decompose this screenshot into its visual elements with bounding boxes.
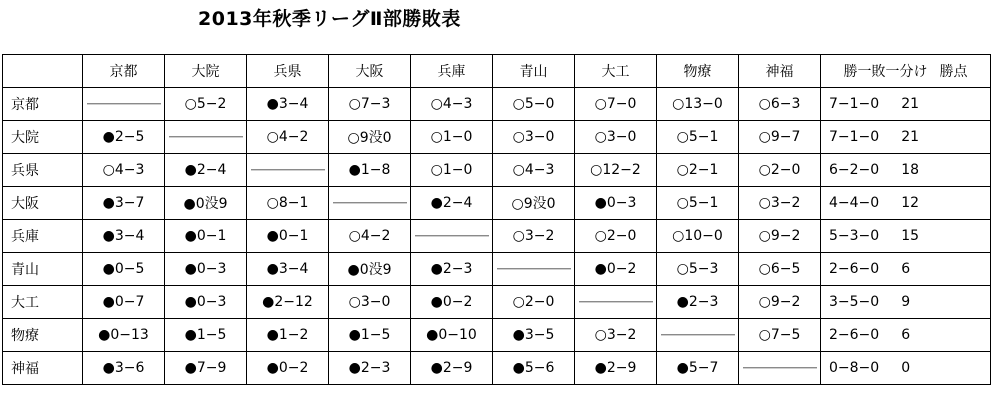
result-cell: ○6−5 xyxy=(739,253,821,286)
result-cell: ●3−4 xyxy=(83,220,165,253)
record-value: 0−8−0 xyxy=(829,360,880,376)
result-cell: ○3−2 xyxy=(739,187,821,220)
result-cell: ○9−2 xyxy=(739,220,821,253)
result-cell: ○13−0 xyxy=(657,88,739,121)
divider-line xyxy=(497,268,571,270)
result-cell: ●0−7 xyxy=(83,286,165,319)
record-value: 2−6−0 xyxy=(829,327,880,343)
points-value: 9 xyxy=(901,294,911,310)
record-value: 4−4−0 xyxy=(829,195,880,211)
points-value: 12 xyxy=(901,195,920,211)
column-header: 京都 xyxy=(83,55,165,88)
result-cell: ●1−5 xyxy=(329,319,411,352)
result-cell: ○9没0 xyxy=(493,187,575,220)
result-cell: ●0−5 xyxy=(83,253,165,286)
result-cell: ○3−2 xyxy=(493,220,575,253)
result-cell: ○1−0 xyxy=(411,121,493,154)
points-value: 15 xyxy=(901,228,920,244)
page-title: 2013年秋季リーグⅡ部勝敗表 xyxy=(198,8,461,30)
record-value: 7−1−0 xyxy=(829,96,880,112)
result-cell: ●0−10 xyxy=(411,319,493,352)
record-cell xyxy=(821,154,991,187)
divider-line xyxy=(415,235,489,237)
column-header: 神福 xyxy=(739,55,821,88)
result-cell: ○4−3 xyxy=(493,154,575,187)
result-cell: ●0没9 xyxy=(165,187,247,220)
table-row xyxy=(3,154,991,187)
result-cell: ○4−3 xyxy=(411,88,493,121)
result-cell: ○5−3 xyxy=(657,253,739,286)
row-team-name: 京都 xyxy=(3,88,83,121)
result-cell: ○2−1 xyxy=(657,154,739,187)
result-cell: ●0−3 xyxy=(575,187,657,220)
column-header: 大工 xyxy=(575,55,657,88)
row-team-name: 大阪 xyxy=(3,187,83,220)
points-value: 21 xyxy=(901,96,920,112)
result-cell: ○2−0 xyxy=(739,154,821,187)
record-value: 3−5−0 xyxy=(829,294,880,310)
result-cell: ○4−3 xyxy=(83,154,165,187)
result-cell: ●0没9 xyxy=(329,253,411,286)
table-row xyxy=(3,319,991,352)
table-row xyxy=(3,220,991,253)
result-cell: ○2−0 xyxy=(493,286,575,319)
divider-line xyxy=(87,103,161,105)
table-row xyxy=(3,187,991,220)
result-cell: ●0−3 xyxy=(165,253,247,286)
points-value: 6 xyxy=(901,327,911,343)
result-cell: ●0−3 xyxy=(165,286,247,319)
column-header: 兵県 xyxy=(247,55,329,88)
self-match-cell xyxy=(247,154,329,187)
record-cell xyxy=(821,286,991,319)
self-match-cell xyxy=(575,286,657,319)
result-cell: ○3−0 xyxy=(493,121,575,154)
standings-table xyxy=(2,54,991,385)
result-cell: ○5−1 xyxy=(657,121,739,154)
result-cell: ●3−5 xyxy=(493,319,575,352)
record-header-label: 勝一敗一分け xyxy=(843,64,928,80)
record-cell xyxy=(821,352,991,385)
self-match-cell xyxy=(411,220,493,253)
result-cell: ○7−0 xyxy=(575,88,657,121)
column-header: 兵庫 xyxy=(411,55,493,88)
result-cell: ○6−3 xyxy=(739,88,821,121)
points-value: 21 xyxy=(901,129,920,145)
result-cell: ●1−8 xyxy=(329,154,411,187)
corner-cell xyxy=(3,55,83,88)
result-cell: ●3−7 xyxy=(83,187,165,220)
record-header xyxy=(821,55,991,88)
result-cell: ○5−1 xyxy=(657,187,739,220)
record-value: 2−6−0 xyxy=(829,261,880,277)
record-cell xyxy=(821,88,991,121)
column-header: 大阪 xyxy=(329,55,411,88)
result-cell: ○4−2 xyxy=(247,121,329,154)
result-cell: ○5−0 xyxy=(493,88,575,121)
record-value: 5−3−0 xyxy=(829,228,880,244)
points-value: 18 xyxy=(901,162,920,178)
divider-line xyxy=(169,136,243,138)
result-cell: ○9−2 xyxy=(739,286,821,319)
row-team-name: 青山 xyxy=(3,253,83,286)
record-cell xyxy=(821,121,991,154)
result-cell: ○8−1 xyxy=(247,187,329,220)
result-cell: ○3−2 xyxy=(575,319,657,352)
result-cell: ●2−3 xyxy=(411,253,493,286)
result-cell: ●5−6 xyxy=(493,352,575,385)
result-cell: ○5−2 xyxy=(165,88,247,121)
result-cell: ●2−3 xyxy=(657,286,739,319)
row-team-name: 物療 xyxy=(3,319,83,352)
result-cell: ●1−5 xyxy=(165,319,247,352)
result-cell: ●2−12 xyxy=(247,286,329,319)
result-cell: ●0−2 xyxy=(411,286,493,319)
result-cell: ●2−9 xyxy=(411,352,493,385)
result-cell: ○12−2 xyxy=(575,154,657,187)
header-row xyxy=(3,55,991,88)
result-cell: ●3−6 xyxy=(83,352,165,385)
divider-line xyxy=(743,367,817,369)
result-cell: ○7−5 xyxy=(739,319,821,352)
self-match-cell xyxy=(657,319,739,352)
result-cell: ●2−9 xyxy=(575,352,657,385)
table-row xyxy=(3,88,991,121)
self-match-cell xyxy=(165,121,247,154)
record-cell xyxy=(821,187,991,220)
result-cell: ●0−2 xyxy=(575,253,657,286)
column-header: 大院 xyxy=(165,55,247,88)
result-cell: ●2−4 xyxy=(411,187,493,220)
self-match-cell xyxy=(329,187,411,220)
table-row xyxy=(3,352,991,385)
divider-line xyxy=(251,169,325,171)
record-cell xyxy=(821,220,991,253)
self-match-cell xyxy=(493,253,575,286)
divider-line xyxy=(333,202,407,204)
result-cell: ●2−5 xyxy=(83,121,165,154)
result-cell: ●3−4 xyxy=(247,88,329,121)
row-team-name: 兵県 xyxy=(3,154,83,187)
table-body xyxy=(3,55,991,385)
result-cell: ○4−2 xyxy=(329,220,411,253)
record-cell xyxy=(821,253,991,286)
row-team-name: 神福 xyxy=(3,352,83,385)
result-cell: ●2−3 xyxy=(329,352,411,385)
result-cell: ●0−13 xyxy=(83,319,165,352)
self-match-cell xyxy=(739,352,821,385)
column-header: 青山 xyxy=(493,55,575,88)
result-cell: ●2−4 xyxy=(165,154,247,187)
row-team-name: 大院 xyxy=(3,121,83,154)
result-cell: ○9没0 xyxy=(329,121,411,154)
result-cell: ○3−0 xyxy=(575,121,657,154)
result-cell: ●1−2 xyxy=(247,319,329,352)
result-cell: ○2−0 xyxy=(575,220,657,253)
points-header-label: 勝点 xyxy=(939,64,968,80)
divider-line xyxy=(579,301,653,303)
table-row xyxy=(3,121,991,154)
record-value: 6−2−0 xyxy=(829,162,880,178)
result-cell: ●0−1 xyxy=(165,220,247,253)
result-cell: ●0−2 xyxy=(247,352,329,385)
record-cell xyxy=(821,319,991,352)
result-cell: ●0−1 xyxy=(247,220,329,253)
result-cell: ○10−0 xyxy=(657,220,739,253)
points-value: 6 xyxy=(901,261,911,277)
row-team-name: 大工 xyxy=(3,286,83,319)
divider-line xyxy=(661,334,735,336)
result-cell: ○7−3 xyxy=(329,88,411,121)
row-team-name: 兵庫 xyxy=(3,220,83,253)
result-cell: ○3−0 xyxy=(329,286,411,319)
self-match-cell xyxy=(83,88,165,121)
column-header: 物療 xyxy=(657,55,739,88)
table-row xyxy=(3,286,991,319)
result-cell: ○1−0 xyxy=(411,154,493,187)
result-cell: ●7−9 xyxy=(165,352,247,385)
result-cell: ●5−7 xyxy=(657,352,739,385)
result-cell: ●3−4 xyxy=(247,253,329,286)
record-value: 7−1−0 xyxy=(829,129,880,145)
points-value: 0 xyxy=(901,360,911,376)
table-row xyxy=(3,253,991,286)
result-cell: ○9−7 xyxy=(739,121,821,154)
